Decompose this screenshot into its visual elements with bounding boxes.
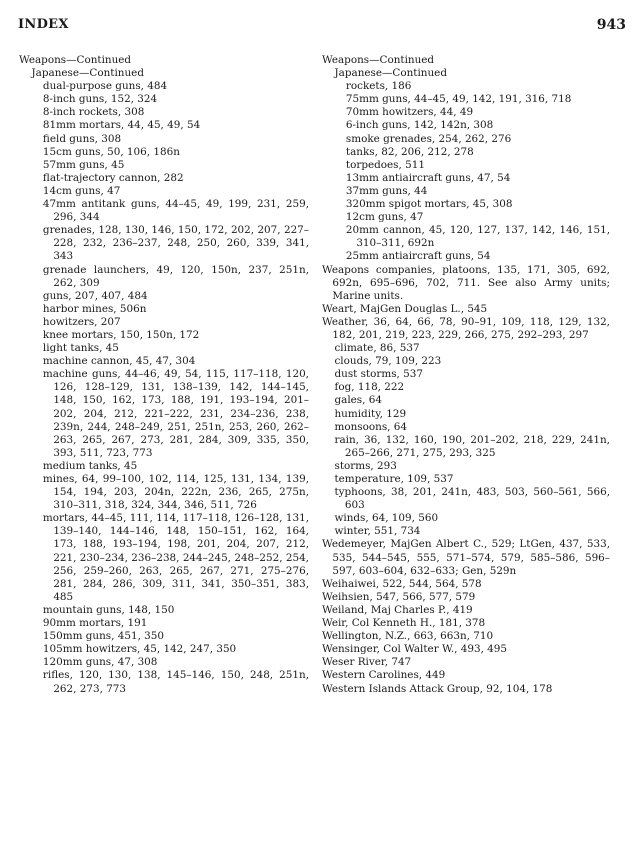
index-entry: light tanks, 45 bbox=[42, 342, 119, 355]
index-entry: fog, 118, 222 bbox=[334, 381, 405, 394]
index-entry: 13mm antiaircraft guns, 47, 54 bbox=[345, 171, 511, 184]
index-entry: Weart, MajGen Douglas L., 545 bbox=[322, 302, 488, 315]
page-header bbox=[18, 17, 626, 37]
index-entry: guns, 207, 407, 484 bbox=[42, 289, 148, 302]
index-entry: 6-inch guns, 142, 142n, 308 bbox=[345, 119, 494, 132]
index-entry: Weir, Col Kenneth H., 181, 378 bbox=[322, 617, 486, 630]
index-entry: rain, 36, 132, 160, 190, 201–202, 218, 229, 241n, 265–266, 271, 275, 293, 325 bbox=[334, 433, 610, 459]
index-entry: 57mm guns, 45 bbox=[42, 158, 125, 171]
index-entry: gales, 64 bbox=[334, 394, 382, 407]
index-entry: 20mm cannon, 45, 120, 127, 137, 142, 146, 151, 310–311, 692n bbox=[345, 224, 610, 250]
index-entry: smoke grenades, 254, 262, 276 bbox=[345, 132, 512, 145]
index-entry: Weihsien, 547, 566, 577, 579 bbox=[322, 590, 476, 603]
index-entry: 14cm guns, 47 bbox=[42, 184, 121, 197]
index-column-right bbox=[322, 54, 610, 696]
index-entry: 8-inch rockets, 308 bbox=[42, 106, 145, 119]
index-entry: climate, 86, 537 bbox=[334, 342, 420, 355]
index-entry: Weather, 36, 64, 66, 78, 90–91, 109, 118, 129, 132, 182, 201, 219, 223, 229, 266, 275, 292–293, 297 bbox=[322, 315, 610, 341]
index-entry: grenade launchers, 49, 120, 150n, 237, 251n, 262, 309 bbox=[42, 263, 309, 289]
index-entry: dust storms, 537 bbox=[334, 368, 423, 381]
index-entry: field guns, 308 bbox=[42, 132, 122, 145]
index-entry: medium tanks, 45 bbox=[42, 459, 138, 472]
index-entry: 12cm guns, 47 bbox=[345, 211, 424, 224]
index-entry: mountain guns, 148, 150 bbox=[42, 603, 175, 616]
index-entry: harbor mines, 506n bbox=[42, 302, 147, 315]
index-entry: 25mm antiaircraft guns, 54 bbox=[345, 250, 491, 263]
index-entry: rockets, 186 bbox=[345, 80, 412, 93]
index-entry: machine guns, 44–46, 49, 54, 115, 117–118, 120, 126, 128–129, 131, 138–139, 142, 144–145, 148, 150, 162, 173, 188, 191, 193–194, 201–202, 204, 212, 221–222, 231, 234–236, 238, 239n, 244, 248–249, 251, 251n, 253, 260, 262–263, 265, 267, 273, 281, 284, 309, 335, 350, 393, 511, 723, 773 bbox=[42, 368, 309, 459]
index-entry: Weapons—Continued bbox=[19, 54, 132, 66]
index-entry: tanks, 82, 206, 212, 278 bbox=[345, 145, 474, 158]
index-column-left bbox=[19, 54, 309, 696]
index-entry: 90mm mortars, 191 bbox=[42, 617, 148, 630]
index-entry: Western Carolines, 449 bbox=[322, 669, 446, 682]
index-entry: flat-trajectory cannon, 282 bbox=[42, 171, 184, 184]
index-entry: torpedoes, 511 bbox=[345, 158, 425, 171]
index-entry: Weiland, Maj Charles P., 419 bbox=[322, 603, 473, 616]
index-entry: 15cm guns, 50, 106, 186n bbox=[42, 145, 180, 158]
index-entry: Wensinger, Col Walter W., 493, 495 bbox=[322, 643, 508, 656]
index-entry: Western Islands Attack Group, 92, 104, 178 bbox=[322, 682, 553, 695]
index-entry: 81mm mortars, 44, 45, 49, 54 bbox=[42, 119, 201, 132]
index-entry: 150mm guns, 451, 350 bbox=[42, 630, 165, 643]
page-number: 943 bbox=[596, 17, 626, 33]
index-entry: winds, 64, 109, 560 bbox=[334, 512, 439, 525]
index-entry: 37mm guns, 44 bbox=[345, 184, 428, 197]
index-entry: Weapons—Continued bbox=[322, 54, 435, 66]
index-entry: temperature, 109, 537 bbox=[334, 473, 454, 485]
index-entry: Wedemeyer, MajGen Albert C., 529; LtGen, 437, 533, 535, 544–545, 555, 571–574, 579, 585–586, 596–597, 603–604, 632–633; Gen, 529n bbox=[322, 538, 610, 577]
index-entry: 47mm antitank guns, 44–45, 49, 199, 231, 259, 296, 344 bbox=[42, 198, 309, 224]
index-entry: 75mm guns, 44–45, 49, 142, 191, 316, 718 bbox=[345, 93, 572, 106]
index-entry: Japanese—Continued bbox=[334, 67, 447, 80]
index-entry: monsoons, 64 bbox=[334, 420, 407, 433]
index-entry: grenades, 128, 130, 146, 150, 172, 202, 207, 227–228, 232, 236–237, 248, 250, 260, 339, 341, 343 bbox=[42, 224, 309, 263]
index-entry: Weapons companies, platoons, 135, 171, 305, 692, 692n, 695–696, 702, 711. See also Army units; Marine units. bbox=[322, 263, 610, 302]
index-entry: Japanese—Continued bbox=[31, 67, 144, 80]
index-entry: mines, 64, 99–100, 102, 114, 125, 131, 134, 139, 154, 194, 203, 204n, 222n, 236, 265, 275n, 310–311, 318, 324, 344, 346, 511, 726 bbox=[42, 473, 309, 512]
index-entry: 120mm guns, 47, 308 bbox=[42, 656, 158, 669]
index-entry: 70mm howitzers, 44, 49 bbox=[345, 106, 474, 119]
index-entry: knee mortars, 150, 150n, 172 bbox=[42, 328, 200, 341]
index-entry: dual-purpose guns, 484 bbox=[42, 80, 168, 93]
index-entry: typhoons, 38, 201, 241n, 483, 503, 560–561, 566, 603 bbox=[334, 486, 610, 512]
index-entry: clouds, 79, 109, 223 bbox=[334, 355, 442, 368]
index-entry: storms, 293 bbox=[334, 459, 397, 472]
index-entry: mortars, 44–45, 111, 114, 117–118, 126–128, 131, 139–140, 144–146, 148, 150–151, 162, 164, 173, 188, 193–194, 198, 201, 204, 207, 212, 221, 230–234, 236–238, 244–245, 248–252, 254, 256, 259–260, 263, 265, 267, 271, 275–276, 281, 284, 286, 309, 311, 341, 350–351, 383, 485 bbox=[42, 512, 309, 603]
index-heading: INDEX bbox=[18, 17, 69, 32]
index-entry: 8-inch guns, 152, 324 bbox=[42, 93, 158, 106]
index-entry: 105mm howitzers, 45, 142, 247, 350 bbox=[42, 643, 237, 656]
index-entry: humidity, 129 bbox=[334, 407, 407, 420]
index-entry: howitzers, 207 bbox=[42, 315, 121, 328]
index-entry: winter, 551, 734 bbox=[334, 525, 421, 538]
index-entry: machine cannon, 45, 47, 304 bbox=[42, 355, 196, 368]
index-entry: rifles, 120, 130, 138, 145–146, 150, 248, 251n, 262, 273, 773 bbox=[42, 669, 309, 695]
index-entry: Weihaiwei, 522, 544, 564, 578 bbox=[322, 577, 482, 590]
index-entry: Weser River, 747 bbox=[322, 656, 412, 669]
index-entry: Wellington, N.Z., 663, 663n, 710 bbox=[322, 630, 494, 643]
index-entry: 320mm spigot mortars, 45, 308 bbox=[345, 198, 513, 211]
